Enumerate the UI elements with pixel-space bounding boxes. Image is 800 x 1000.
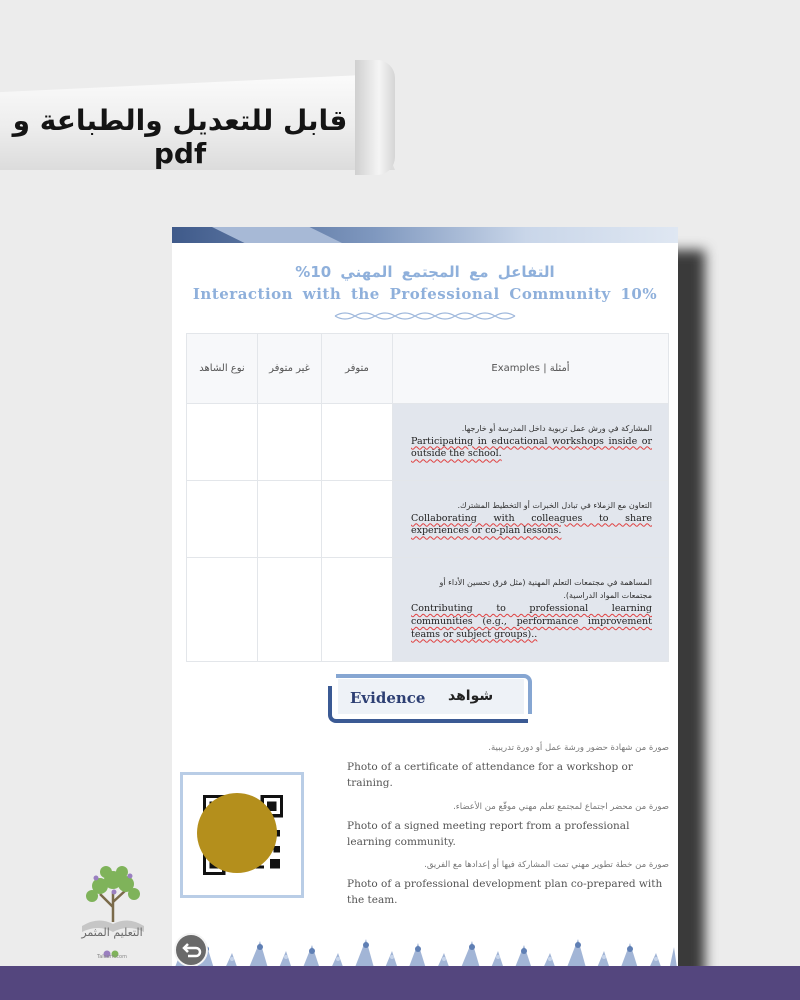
title-arabic: التفاعل مع المجتمع المهني 10% <box>295 263 555 281</box>
logo-site: Taleem.com <box>97 954 127 960</box>
example-english: Contributing to professional learning communities (e.g., performance improvement teams or subject groups).. <box>411 603 652 640</box>
example-arabic: المساهمة في مجتمعات التعلم المهنية (مثل فرق تحسين الأداء أو مجتمعات المواد الدراسية). <box>439 578 652 601</box>
table-row <box>187 558 669 662</box>
ornament-divider <box>325 308 525 324</box>
header-evidence-type: نوع الشاهد <box>187 334 258 404</box>
example-english: Participating in educational workshops inside or outside the school. <box>411 435 652 460</box>
evidence-item-arabic: صورة من محضر اجتماع لمجتمع تعلم مهني موقّع من الأعضاء. <box>453 801 669 812</box>
cell-available[interactable] <box>322 404 393 481</box>
table-row <box>187 481 669 558</box>
qr-code-frame <box>180 772 304 898</box>
back-button[interactable] <box>174 933 208 967</box>
list-item <box>347 743 669 792</box>
qr-sticker <box>197 793 277 873</box>
bottom-bar <box>0 966 800 1000</box>
header-not-available: غير متوفر <box>258 334 322 404</box>
evidence-label-english: Evidence <box>350 689 426 707</box>
cell-example <box>393 481 669 558</box>
cell-evidence-type[interactable] <box>187 558 258 662</box>
cell-evidence-type[interactable] <box>187 481 258 558</box>
header-examples: Examples | أمثلة <box>393 334 669 404</box>
evidence-item-english: Photo of a signed meeting report from a professional learning community. <box>347 819 630 848</box>
list-item <box>347 860 669 909</box>
title-english: Interaction with the Professional Community 10% <box>192 285 658 303</box>
evidence-item-english: Photo of a professional development plan co-prepared with the team. <box>347 878 663 907</box>
cell-not-available[interactable] <box>258 481 322 558</box>
cell-available[interactable] <box>322 481 393 558</box>
table-row <box>187 404 669 481</box>
evidence-item-arabic: صورة من شهادة حضور ورشة عمل أو دورة تدريبية. <box>488 743 669 753</box>
cell-not-available[interactable] <box>258 404 322 481</box>
example-arabic: المشاركة في ورش عمل تربوية داخل المدرسة أو خارجها. <box>461 423 652 433</box>
cell-example <box>393 404 669 481</box>
header-available: متوفر <box>322 334 393 404</box>
back-arrow-icon <box>176 935 206 965</box>
tree-logo-icon <box>70 852 156 962</box>
example-arabic: التعاون مع الزملاء في تبادل الخبرات أو التخطيط المشترك. <box>457 500 652 510</box>
document-page <box>172 227 678 975</box>
examples-table <box>186 333 669 662</box>
evidence-label-arabic: شواهد <box>448 688 494 704</box>
cell-not-available[interactable] <box>258 558 322 662</box>
cell-example <box>393 558 669 662</box>
list-item <box>347 802 669 851</box>
evidence-item-arabic: صورة من خطة تطوير مهني تمت المشاركة فيها أو إعدادها مع الفريق. <box>424 860 669 871</box>
evidence-list <box>347 743 669 919</box>
evidence-heading <box>328 674 532 724</box>
logo-name: التعليم المثمر <box>81 926 143 939</box>
cell-available[interactable] <box>322 558 393 662</box>
promo-banner-text: قابل للتعديل والطباعة و pdf <box>12 104 348 170</box>
banner-curl <box>355 60 395 175</box>
evidence-item-english: Photo of a certificate of attendance for a workshop or training. <box>347 761 633 790</box>
example-english: Collaborating with colleagues to share experiences or co-plan lessons. <box>411 512 652 537</box>
cell-evidence-type[interactable] <box>187 404 258 481</box>
